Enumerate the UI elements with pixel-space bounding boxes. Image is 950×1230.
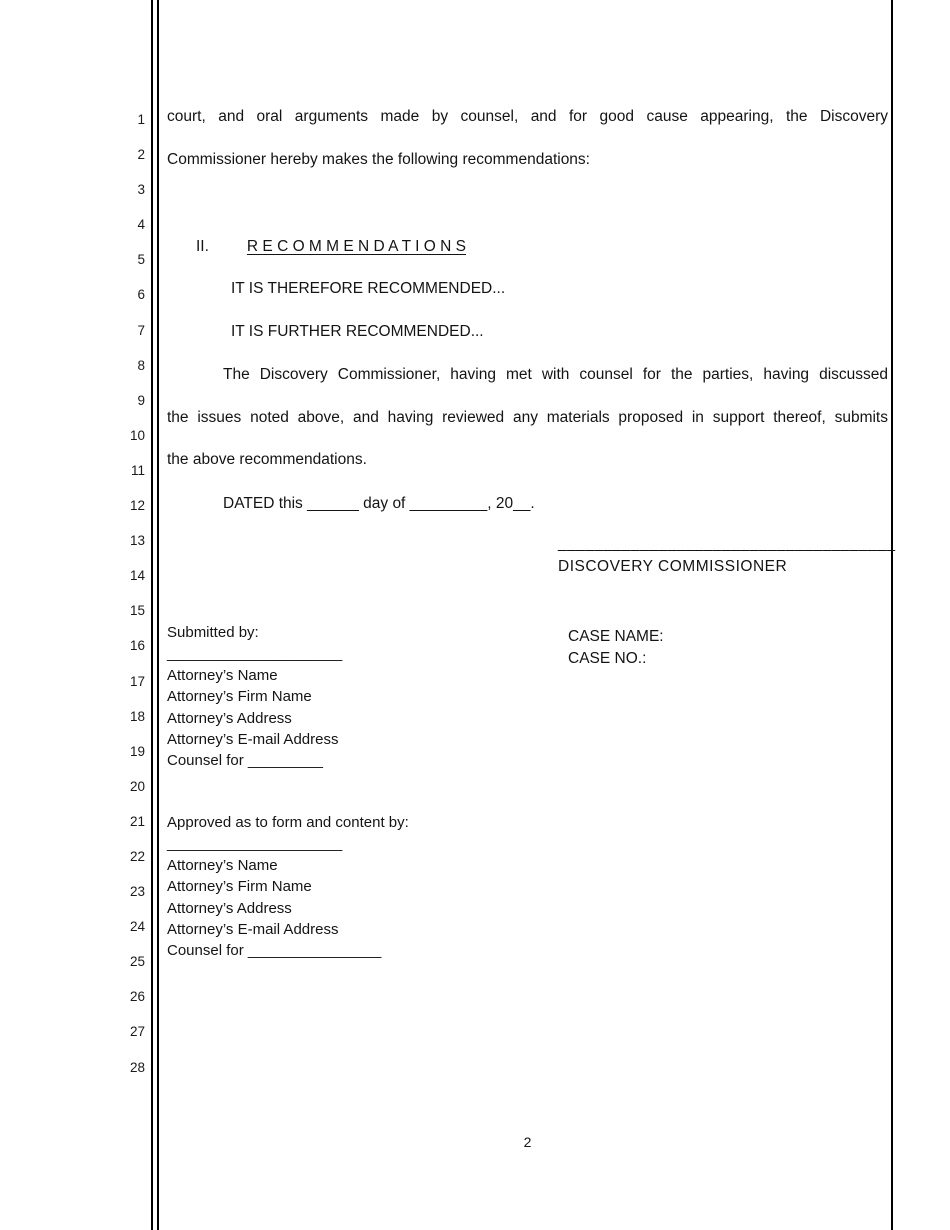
page-number: 2	[523, 1134, 532, 1150]
line-number: 3	[137, 182, 145, 198]
line-number: 18	[129, 708, 145, 724]
counsel-for-line: Counsel for _________	[167, 752, 323, 770]
line-number: 20	[129, 778, 145, 794]
line-number: 14	[129, 568, 145, 584]
attorney-firm-line: Attorney’s Firm Name	[167, 688, 312, 706]
line-number: 15	[129, 603, 145, 619]
line-number: 2	[137, 147, 145, 163]
line-number: 23	[129, 884, 145, 900]
line-number: 17	[129, 673, 145, 689]
recommended-therefore-line: IT IS THEREFORE RECOMMENDED...	[231, 280, 506, 297]
attorney-address-line: Attorney’s Address	[167, 709, 292, 727]
commissioner-signature-label: DISCOVERY COMMISSIONER	[558, 558, 788, 575]
line-number: 6	[137, 287, 145, 303]
counsel-for-line: Counsel for ________________	[167, 942, 382, 960]
line-number: 22	[129, 848, 145, 864]
line-number: 19	[129, 743, 145, 759]
attorney-name-line: Attorney’s Name	[167, 666, 278, 684]
line-number: 28	[129, 1059, 145, 1075]
line-number: 27	[129, 1024, 145, 1040]
closing-paragraph-line-2: the issues noted above, and having reviewed any materials proposed in support thereof, submits	[167, 409, 888, 426]
line-number: 21	[129, 813, 145, 829]
heading-title: R E C O M M E N D A T I O N S	[246, 238, 466, 255]
line-number: 8	[137, 357, 145, 373]
attorney-address-line: Attorney’s Address	[167, 899, 292, 917]
attorney-name-line: Attorney’s Name	[167, 856, 278, 874]
opening-paragraph-line-1: court, and oral arguments made by counsel, and for good cause appearing, the Discovery	[167, 108, 888, 125]
line-number: 7	[137, 322, 145, 338]
line-number: 16	[129, 638, 145, 654]
attorney-email-line: Attorney’s E-mail Address	[167, 731, 339, 749]
right-rule	[891, 0, 893, 1230]
approved-signature-line: _____________________	[167, 835, 343, 853]
line-number-column	[0, 102, 145, 1085]
case-caption-block	[568, 626, 664, 670]
line-number: 13	[129, 533, 145, 549]
approved-by-block	[167, 812, 409, 962]
line-number: 4	[137, 217, 145, 233]
opening-paragraph-line-2: Commissioner hereby makes the following recommendations:	[167, 151, 590, 168]
recommended-further-line: IT IS FURTHER RECOMMENDED...	[231, 323, 484, 340]
approved-by-heading: Approved as to form and content by:	[167, 814, 409, 831]
document-body	[167, 0, 896, 1230]
case-name-label: CASE NAME:	[568, 628, 664, 645]
line-number: 24	[129, 919, 145, 935]
closing-paragraph-line-1: The Discovery Commissioner, having met with counsel for the parties, having discussed	[223, 366, 888, 383]
submitted-signature-line: _____________________	[167, 645, 343, 663]
line-number: 5	[137, 252, 145, 268]
recommendations-heading	[167, 236, 888, 258]
line-number: 26	[129, 989, 145, 1005]
attorney-firm-line: Attorney’s Firm Name	[167, 878, 312, 896]
line-number: 9	[137, 392, 145, 408]
line-number: 1	[137, 112, 145, 127]
line-number: 25	[129, 954, 145, 970]
commissioner-signature-line: _____________________________________	[558, 535, 896, 552]
line-number: 10	[129, 427, 145, 443]
line-number: 11	[130, 462, 145, 478]
line-number: 12	[129, 498, 145, 514]
submitted-by-block	[167, 622, 342, 772]
left-double-rule	[151, 0, 159, 1230]
case-no-label: CASE NO.:	[568, 650, 647, 667]
heading-numeral: II.	[196, 238, 209, 255]
dated-line: DATED this ______ day of _________, 20__.	[223, 495, 535, 512]
attorney-email-line: Attorney’s E-mail Address	[167, 921, 339, 939]
submitted-by-heading: Submitted by:	[167, 624, 259, 641]
closing-paragraph-line-3: the above recommendations.	[167, 451, 367, 468]
